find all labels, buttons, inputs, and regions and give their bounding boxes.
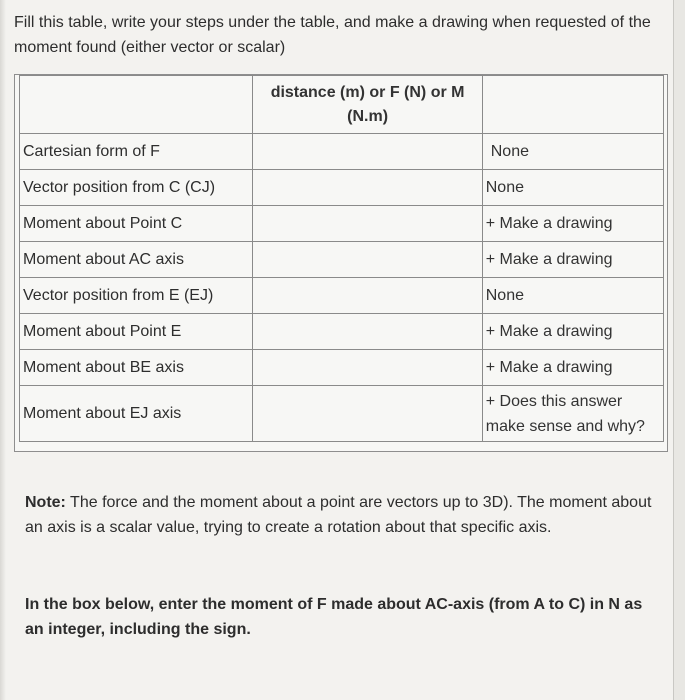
note-label: Note:	[25, 494, 66, 511]
row-label: Moment about EJ axis	[20, 386, 253, 442]
row-value-cell[interactable]	[253, 134, 482, 170]
row-note: + Make a drawing	[482, 206, 663, 242]
row-value-cell[interactable]	[253, 386, 482, 442]
row-note: + Make a drawing	[482, 350, 663, 386]
row-label: Moment about Point E	[20, 314, 253, 350]
answer-table	[19, 75, 664, 442]
note-text: The force and the moment about a point are vectors up to 3D). The moment about an axis is a scalar value, trying to create a rotation about that specific axis.	[25, 494, 652, 536]
row-value-cell[interactable]	[253, 314, 482, 350]
table-row	[20, 242, 664, 278]
table-row	[20, 170, 664, 206]
table-header-row	[20, 76, 664, 134]
table-row	[20, 314, 664, 350]
header-cell-value: distance (m) or F (N) or M (N.m)	[253, 76, 482, 134]
instructions-text: Fill this table, write your steps under the table, and make a drawing when requested of the moment found (either vector or scalar)	[14, 14, 651, 56]
row-label: Vector position from C (CJ)	[20, 170, 253, 206]
answer-table-container	[14, 74, 668, 452]
row-value-cell[interactable]	[253, 242, 482, 278]
question-prompt: In the box below, enter the moment of F made about AC-axis (from A to C) in N as an integer, including the sign.	[25, 596, 643, 638]
row-value-cell[interactable]	[253, 170, 482, 206]
header-cell-label	[20, 76, 253, 134]
row-label: Moment about AC axis	[20, 242, 253, 278]
row-value-cell[interactable]	[253, 206, 482, 242]
row-value-cell[interactable]	[253, 350, 482, 386]
row-note: + Make a drawing	[482, 242, 663, 278]
row-note: None	[482, 278, 663, 314]
table-row	[20, 278, 664, 314]
row-label: Vector position from E (EJ)	[20, 278, 253, 314]
row-label: Moment about BE axis	[20, 350, 253, 386]
header-cell-note	[482, 76, 663, 134]
row-note: None	[482, 170, 663, 206]
note-paragraph	[25, 490, 655, 540]
table-row	[20, 206, 664, 242]
table-row	[20, 386, 664, 442]
row-note: + Make a drawing	[482, 314, 663, 350]
row-note: None	[482, 134, 663, 170]
row-value-cell[interactable]	[253, 278, 482, 314]
row-note: + Does this answer make sense and why?	[482, 386, 663, 442]
table-row	[20, 134, 664, 170]
row-label: Cartesian form of F	[20, 134, 253, 170]
row-label: Moment about Point C	[20, 206, 253, 242]
table-row	[20, 350, 664, 386]
